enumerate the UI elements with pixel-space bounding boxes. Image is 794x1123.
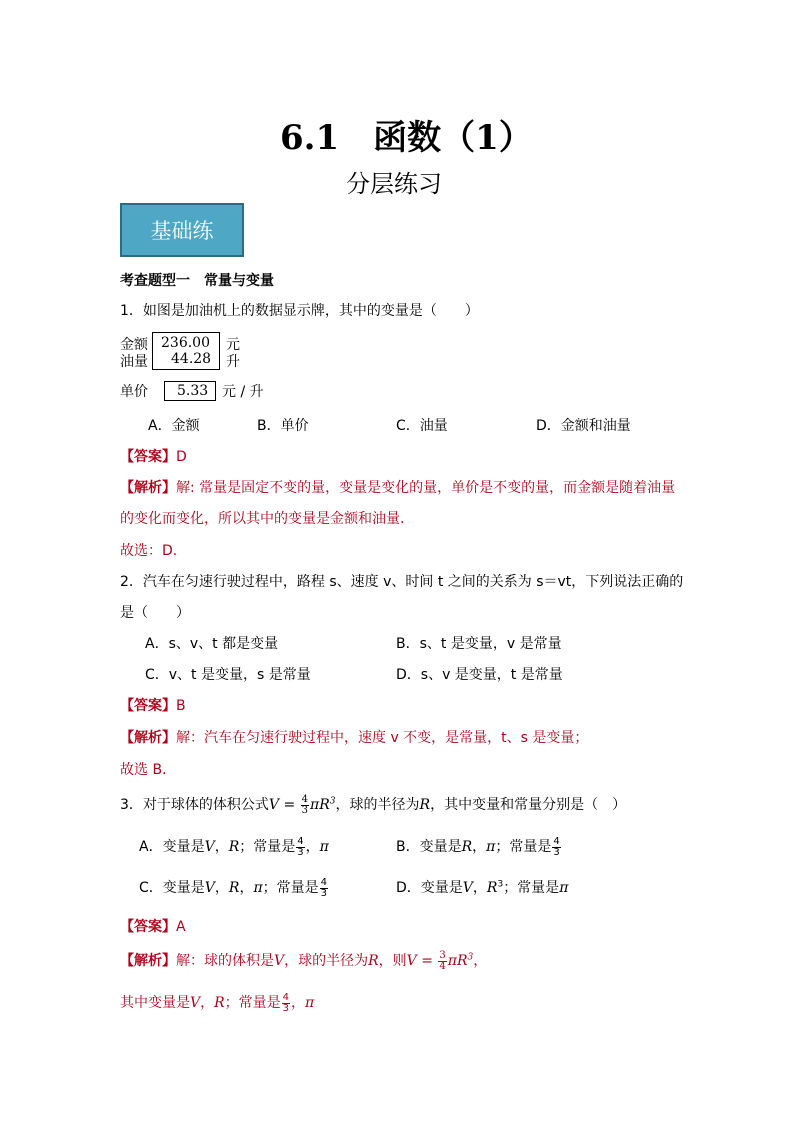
q2-analysis-label: 【解析】 bbox=[120, 730, 176, 746]
q3-answer-value: A bbox=[176, 919, 186, 935]
q2-answer-label: 【答案】 bbox=[120, 698, 176, 714]
q1-analysis-text1: 解: 常量是固定不变的量，变量是变化的量，单价是不变的量，而金额是随着油量 bbox=[176, 480, 676, 496]
level-tag-label: 基础练 bbox=[150, 219, 214, 243]
q1-option-d: D．金额和油量 bbox=[536, 418, 631, 434]
volume-value: 44.28 bbox=[171, 351, 212, 367]
q2-option-b: B．s、t 是变量，v 是常量 bbox=[396, 636, 562, 652]
q3-conclusion: 其中变量是V，R；常量是 $\frac{4}{3}$ ，π bbox=[120, 991, 315, 1014]
q1-option-a: A．金额 bbox=[148, 418, 200, 434]
section-title: 考查题型一 常量与变量 bbox=[120, 273, 274, 289]
q3-option-a: A．变量是V，R；常量是 $\frac{4}{3}$ ，π bbox=[139, 835, 329, 858]
price-display bbox=[164, 381, 216, 401]
q3-answer bbox=[120, 916, 186, 936]
q3-stem: 3．对于球体的体积公式V = $\frac{4}{3}$ $\pi R^3$，球的半径为R，其中变量和常量分别是（ ） bbox=[120, 793, 627, 816]
q3-stem-prefix: 3．对于球体的体积公式 bbox=[120, 797, 269, 813]
q1-option-c: C．油量 bbox=[396, 418, 448, 434]
amount-volume-display bbox=[152, 332, 220, 370]
q1-analysis-line2: 的变化而变化，所以其中的变量是金额和油量. bbox=[120, 511, 405, 527]
price-unit: 元 / 升 bbox=[222, 384, 264, 400]
price-label: 单价 bbox=[120, 384, 148, 400]
q2-analysis-text: 解：汽车在匀速行驶过程中，速度 v 不变，是常量，t、s 是变量； bbox=[176, 730, 589, 746]
q3-option-c: C．变量是V，R，π；常量是 $\frac{4}{3}$ bbox=[139, 876, 328, 899]
q1-answer-value: D bbox=[176, 449, 187, 465]
q3-answer-label: 【答案】 bbox=[120, 919, 176, 935]
q3-stem-end: ，其中变量和常量分别是（ ） bbox=[430, 797, 627, 813]
q3-analysis: 【解析】解：球的体积是V，球的半径为R，则V = $\frac{3}{4}$ $\pi R^3$， bbox=[120, 949, 488, 972]
amount-label: 金额 bbox=[120, 337, 148, 353]
q2-option-d: D．s、v 是变量，t 是常量 bbox=[396, 667, 563, 683]
q2-conclusion: 故选 B. bbox=[120, 762, 167, 778]
amount-value: 236.00 bbox=[161, 335, 210, 351]
q1-option-b: B．单价 bbox=[257, 418, 309, 434]
volume-formula: V = $\frac{4}{3}$ $\pi R^3$ bbox=[268, 793, 336, 816]
q3-option-b: B．变量是R，π；常量是 $\frac{4}{3}$ bbox=[396, 835, 560, 858]
q3-analysis-label: 【解析】 bbox=[120, 953, 176, 969]
q1-analysis-label: 【解析】 bbox=[120, 480, 176, 496]
q1-answer bbox=[120, 446, 187, 466]
page-subtitle: 分层练习 bbox=[346, 170, 442, 198]
level-tag bbox=[120, 203, 244, 257]
volume-label: 油量 bbox=[120, 354, 148, 370]
q1-analysis-line1 bbox=[120, 477, 675, 497]
q2-option-c: C．v、t 是变量，s 是常量 bbox=[145, 667, 311, 683]
page-title: 6.1 函数（1） bbox=[280, 118, 533, 158]
q1-answer-label: 【答案】 bbox=[120, 449, 176, 465]
q2-analysis bbox=[120, 727, 588, 747]
q2-stem-line2: 是（ ） bbox=[120, 605, 190, 621]
q2-answer-value: B bbox=[176, 698, 186, 714]
q2-stem-line1: 2．汽车在匀速行驶过程中，路程 s、速度 v、时间 t 之间的关系为 s＝vt，下列说法正确的 bbox=[120, 574, 684, 590]
q3-stem-suffix: ，球的半径为 bbox=[335, 797, 420, 813]
q2-option-a: A．s、v、t 都是变量 bbox=[145, 636, 279, 652]
amount-unit: 元 bbox=[226, 337, 240, 353]
q1-stem: 1．如图是加油机上的数据显示牌，其中的变量是（ ） bbox=[120, 303, 479, 319]
q2-answer bbox=[120, 695, 186, 715]
volume-unit: 升 bbox=[226, 354, 240, 370]
q3-option-d: D．变量是V，$R^3$；常量是π bbox=[396, 879, 569, 896]
q1-conclusion: 故选：D. bbox=[120, 543, 178, 559]
price-value: 5.33 bbox=[177, 383, 209, 399]
